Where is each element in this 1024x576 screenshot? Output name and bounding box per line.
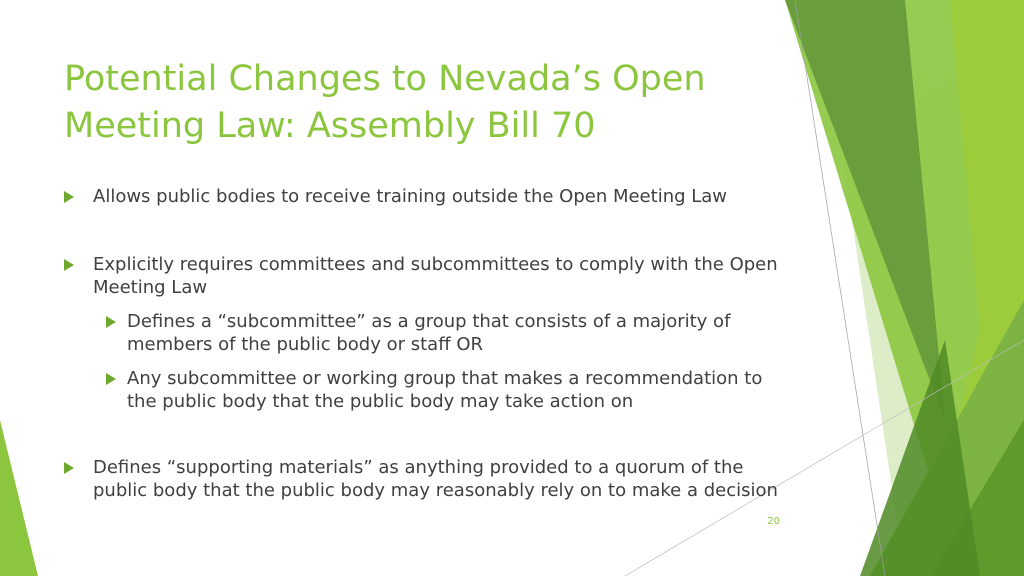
page-number: 20 (767, 516, 780, 527)
bullet-text: Explicitly requires committees and subcommittees to comply with the Open Meeting Law (93, 254, 778, 298)
title-line-2: Meeting Law: Assembly Bill 70 (64, 106, 596, 146)
bullet-text: Defines “supporting materials” as anything provided to a quorum of the public body that the public body may reasonably rely on to make a decision (93, 457, 778, 501)
bullet-arrow-icon (64, 462, 74, 474)
bullet-arrow-icon (64, 259, 74, 271)
subbullet-subcommittee-definition (106, 310, 786, 356)
bullet-training (64, 185, 784, 208)
title-line-1: Potential Changes to Nevada’s Open (64, 59, 706, 99)
subbullet-working-group (106, 367, 786, 413)
bullet-text: Allows public bodies to receive training outside the Open Meeting Law (93, 186, 728, 207)
bullet-supporting-materials (64, 456, 784, 502)
bullet-committees (64, 253, 784, 299)
bullet-arrow-icon (106, 373, 116, 385)
bullet-arrow-icon (106, 316, 116, 328)
bullet-text: Any subcommittee or working group that makes a recommendation to the public body that the public body may take action on (127, 368, 763, 412)
bullet-text: Defines a “subcommittee” as a group that consists of a majority of members of the public body or staff OR (127, 311, 731, 355)
bullet-arrow-icon (64, 191, 74, 203)
slide-title (64, 56, 764, 150)
left-green-shape (0, 420, 38, 576)
